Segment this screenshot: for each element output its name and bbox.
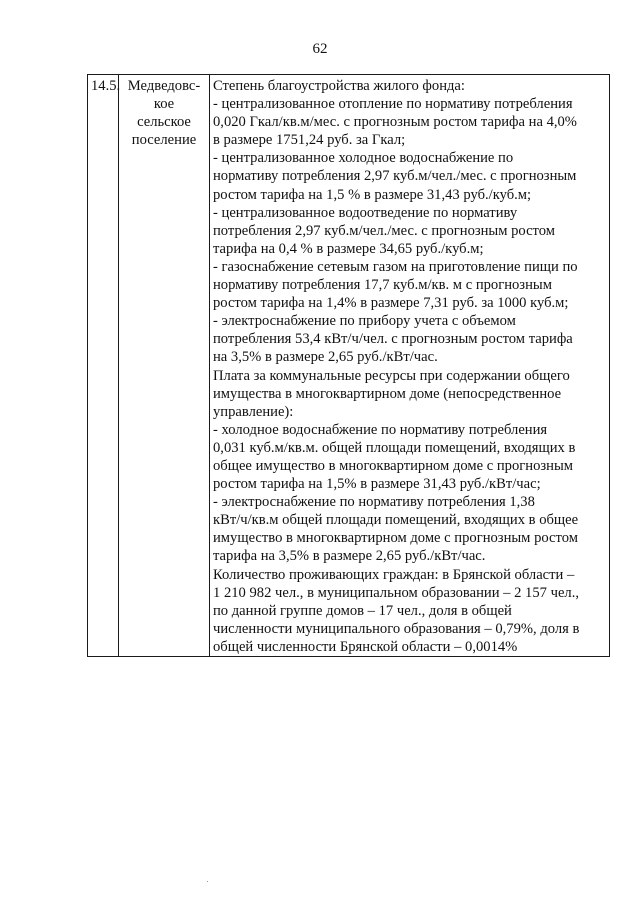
description-line: потребления 2,97 куб.м/чел./мес. с прогнозным ростом [213,222,555,239]
description-line: управление): [213,403,294,420]
settlement-name-cell [119,75,210,657]
description-line: нормативу потребления 2,97 куб.м/чел./мес. с прогнозным [213,168,577,185]
description-line: - централизованное водоотведение по нормативу [213,204,518,221]
description-line: 1 210 982 чел., в муниципальном образовании – 2 157 чел., [213,584,579,601]
description-line: Количество проживающих граждан: в Брянской области – [213,566,575,583]
description-line: Плата за коммунальные ресурсы при содержании общего [213,367,570,384]
description-line: 0,020 Гкал/кв.м/мес. с прогнозным ростом тарифа на 4,0% [213,114,577,131]
page-number: 62 [312,41,328,57]
description-line: тарифа на 3,5% в размере 2,65 руб./кВт/час. [213,548,486,565]
description-line: - холодное водоснабжение по нормативу потребления [213,421,548,438]
description-line: кВт/ч/кв.м общей площади помещений, входящих в общее [213,512,579,529]
description-line: - централизованное отопление по нормативу потребления [213,96,573,113]
description-line: на 3,5% в размере 2,65 руб./кВт/час. [213,349,438,366]
description-line: численности муниципального образования – 0,79%, доля в [213,620,580,637]
description-cell [210,75,610,657]
description-line: нормативу потребления 17,7 куб.м/кв. м с прогнозным [213,277,552,294]
description-line: - газоснабжение сетевым газом на приготовление пищи по [213,258,578,275]
scan-speck [207,881,208,882]
description-line: 0,031 куб.м/кв.м. общей площади помещений, входящих в [213,439,576,456]
description-line: - централизованное холодное водоснабжение по [213,150,514,167]
settlement-name-line: сельское [137,114,191,131]
description-line: ростом тарифа на 1,5 % в размере 31,43 руб./куб.м; [213,186,532,203]
settlement-name-line: поселение [131,132,197,149]
description-line: по данной группе домов – 17 чел., доля в общей [213,602,512,619]
description-line: потребления 53,4 кВт/ч/чел. с прогнозным ростом тарифа [213,331,573,348]
description-line: ростом тарифа на 1,4% в размере 7,31 руб. за 1000 куб.м; [213,295,569,312]
description-line: общей численности Брянской области – 0,0014% [213,638,518,655]
description-line: Степень благоустройства жилого фонда: [213,78,465,94]
description-line: имущество в многоквартирном доме с прогнозным ростом [213,530,578,547]
description-line: в размере 1751,24 руб. за Гкал; [213,132,406,149]
row-number: 14.5. [91,78,121,94]
table-row [88,75,610,657]
description-line: - электроснабжение по прибору учета с объемом [213,313,516,330]
description-line: ростом тарифа на 1,5% в размере 31,43 руб./кВт/час; [213,476,541,493]
description-line: общее имущество в многоквартирном доме с прогнозным [213,457,573,474]
description-line: тарифа на 0,4 % в размере 34,65 руб./куб.м; [213,240,484,257]
settlement-name-line: кое [153,96,175,113]
row-number-cell [88,75,119,657]
description-line: - электроснабжение по нормативу потребления 1,38 [213,494,535,511]
settlement-name-line: Медведовс- [127,78,201,94]
description-line: имущества в многоквартирном доме (непосредственное [213,385,562,402]
tariff-table [87,74,610,657]
